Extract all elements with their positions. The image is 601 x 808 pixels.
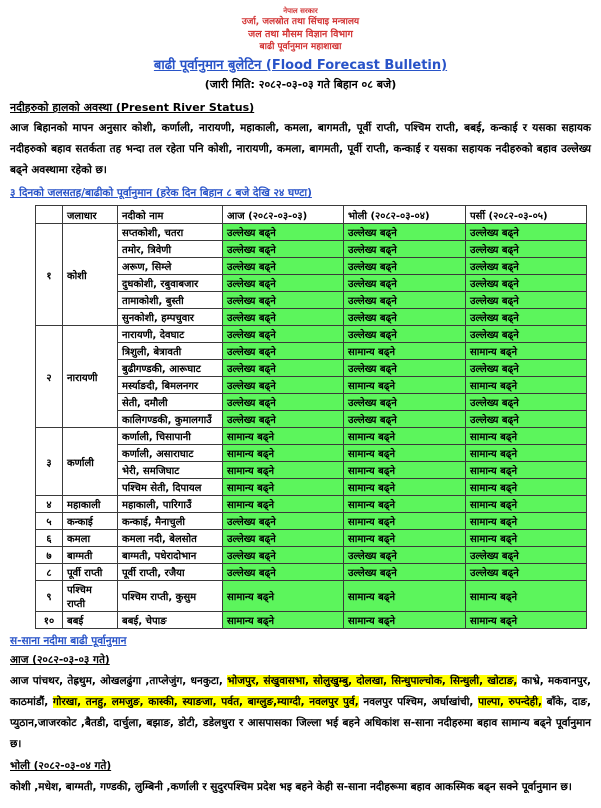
forecast-today-cell: उल्लेख्य बढ्ने <box>223 343 344 360</box>
forecast-tomorrow-cell: उल्लेख्य बढ्ने <box>344 394 466 411</box>
river-station-cell: बबई, चेपाङ <box>118 612 223 629</box>
river-station-cell: कर्णाली, चिसापानी <box>118 428 223 445</box>
basin-name-cell: बाग्मती <box>63 547 118 564</box>
forecast-today-cell: उल्लेख्य बढ्ने <box>223 530 344 547</box>
forecast-day-after-cell: उल्लेख्य बढ्ने <box>466 326 587 343</box>
forecast-today-cell: उल्लेख्य बढ्ने <box>223 258 344 275</box>
basin-serial-cell: ३ <box>36 428 63 496</box>
column-header-day-after: पर्सी (२०८२-०३-०५) <box>466 206 587 224</box>
river-station-cell: कर्णाली, असाराघाट <box>118 445 223 462</box>
forecast-today-cell: सामान्य बढ्ने <box>223 496 344 513</box>
river-station-cell: बाग्मती, पधेरादोभान <box>118 547 223 564</box>
forecast-tomorrow-cell: सामान्य बढ्ने <box>344 377 466 394</box>
forecast-today-cell: उल्लेख्य बढ्ने <box>223 513 344 530</box>
government-line: नेपाल सरकार <box>283 7 318 15</box>
basin-serial-cell: ७ <box>36 547 63 564</box>
district-list-text: नवलपुर पश्चिम, अर्घाखांची, <box>358 696 479 708</box>
district-list-highlighted: गोरखा, तनहु, लमजुङ, कास्की, स्याङजा, पर्वत, बाग्लुङ,म्याग्दी, नवलपुर पुर्व, <box>52 696 359 708</box>
forecast-tomorrow-cell: उल्लेख्य बढ्ने <box>344 275 466 292</box>
bulletin-title: बाढी पूर्वानुमान बुलेटिन (Flood Forecast Bulletin) <box>153 58 448 73</box>
issue-date-line: (जारी मिति: २०८२-०३-०३ गते बिहान ०८ बजे) <box>204 78 397 91</box>
forecast-table-heading: ३ दिनको जलसतह/बाढीको पूर्वानुमान (हरेक दिन बिहान ८ बजे देखि २४ घण्टा) <box>10 187 312 199</box>
forecast-day-after-cell: सामान्य बढ्ने <box>466 581 587 612</box>
forecast-tomorrow-cell: उल्लेख्य बढ्ने <box>344 547 466 564</box>
table-row <box>36 428 587 445</box>
forecast-table <box>35 205 587 629</box>
forecast-tomorrow-cell: सामान्य बढ्ने <box>344 530 466 547</box>
table-row <box>36 360 587 377</box>
river-station-cell: कमला नदी, बेलसोत <box>118 530 223 547</box>
forecast-today-cell: सामान्य बढ्ने <box>223 581 344 612</box>
forecast-day-after-cell: सामान्य बढ्ने <box>466 445 587 462</box>
forecast-tomorrow-cell: उल्लेख्य बढ्ने <box>344 564 466 581</box>
table-row <box>36 612 587 629</box>
basin-serial-cell: २ <box>36 326 63 428</box>
forecast-today-cell: उल्लेख्य बढ्ने <box>223 224 344 241</box>
table-row <box>36 479 587 496</box>
forecast-today-cell: सामान्य बढ्ने <box>223 612 344 629</box>
column-header-basin: जलाधार <box>63 206 118 224</box>
department-line: जल तथा मौसम विज्ञान विभाग <box>248 29 353 40</box>
river-station-cell: बुढीगण्डकी, आरूघाट <box>118 360 223 377</box>
forecast-day-after-cell: सामान्य बढ्ने <box>466 530 587 547</box>
basin-serial-cell: ८ <box>36 564 63 581</box>
basin-name-cell: कोशी <box>63 224 118 326</box>
forecast-day-after-cell: उल्लेख्य बढ्ने <box>466 411 587 428</box>
basin-serial-cell: ९ <box>36 581 63 612</box>
column-header-tomorrow: भोली (२०८२-०३-०४) <box>344 206 466 224</box>
forecast-tomorrow-cell: सामान्य बढ्ने <box>344 581 466 612</box>
forecast-tomorrow-cell: उल्लेख्य बढ्ने <box>344 309 466 326</box>
river-station-cell: सेती, दमौली <box>118 394 223 411</box>
forecast-day-after-cell: उल्लेख्य बढ्ने <box>466 292 587 309</box>
forecast-tomorrow-cell: सामान्य बढ्ने <box>344 479 466 496</box>
forecast-tomorrow-cell: सामान्य बढ्ने <box>344 445 466 462</box>
forecast-day-after-cell: उल्लेख्य बढ्ने <box>466 275 587 292</box>
column-header-river: नदीको नाम <box>118 206 223 224</box>
forecast-tomorrow-cell: सामान्य बढ्ने <box>344 462 466 479</box>
river-station-cell: भेरी, समजिघाट <box>118 462 223 479</box>
basin-name-cell: नारायणी <box>63 326 118 428</box>
column-header-today: आज (२०८२-०३-०३) <box>223 206 344 224</box>
district-list-text: बाँके, दाङ, प्युठान,जाजरकोट ,बैतडी, दार्चुला, बझाङ, डोटी, डडेलधुरा र आसपासका जिल्ला भई बहने अधिकांश स-साना नदीहरुमा बहाव सामान्य बढ्ने पूर्वानुमान छ। <box>10 696 591 750</box>
table-row <box>36 411 587 428</box>
forecast-table-body <box>36 224 587 629</box>
forecast-day-after-cell: उल्लेख्य बढ्ने <box>466 309 587 326</box>
forecast-today-cell: सामान्य बढ्ने <box>223 445 344 462</box>
forecast-day-after-cell: उल्लेख्य बढ्ने <box>466 394 587 411</box>
forecast-tomorrow-cell: सामान्य बढ्ने <box>344 496 466 513</box>
river-station-cell: दुधकोशी, रबुवाबजार <box>118 275 223 292</box>
forecast-tomorrow-cell: उल्लेख्य बढ्ने <box>344 411 466 428</box>
river-station-cell: सुनकोशी, हम्पचुवार <box>118 309 223 326</box>
present-status-heading: नदीहरुको हालको अवस्था (Present River Status) <box>10 101 255 114</box>
column-header-sn <box>36 206 63 224</box>
basin-name-cell: कर्णाली <box>63 428 118 496</box>
table-row <box>36 292 587 309</box>
forecast-day-after-cell: सामान्य बढ्ने <box>466 612 587 629</box>
basin-serial-cell: ५ <box>36 513 63 530</box>
river-station-cell: पश्चिम सेती, दिपायल <box>118 479 223 496</box>
small-rivers-tomorrow-paragraph: कोशी ,मधेश, बाग्मती, गण्डकी, लुम्बिनी ,कर्णाली र सुदुरपश्चिम प्रदेश भइ बहने केही स-साना नदीहरूमा बहाव आकस्मिक बढ्न सक्ने पूर्वानुमान छ। <box>10 781 572 793</box>
river-station-cell: कालिगण्डकी, कुमालगाउँ <box>118 411 223 428</box>
forecast-today-cell: उल्लेख्य बढ्ने <box>223 360 344 377</box>
basin-serial-cell: १ <box>36 224 63 326</box>
forecast-day-after-cell: सामान्य बढ्ने <box>466 479 587 496</box>
table-row <box>36 343 587 360</box>
letterhead <box>10 7 591 92</box>
table-row <box>36 241 587 258</box>
forecast-day-after-cell: उल्लेख्य बढ्ने <box>466 547 587 564</box>
district-list-highlighted: भोजपुर, संखुवासभा, सोलुखुम्बु, दोलखा, सिन्धुपाल्चोक, सिन्धुली, खोटाङ, <box>227 675 518 687</box>
forecast-day-after-cell: उल्लेख्य बढ्ने <box>466 224 587 241</box>
river-station-cell: अरूण, सिम्ले <box>118 258 223 275</box>
forecast-tomorrow-cell: सामान्य बढ्ने <box>344 612 466 629</box>
forecast-day-after-cell: उल्लेख्य बढ्ने <box>466 258 587 275</box>
forecast-today-cell: सामान्य बढ्ने <box>223 428 344 445</box>
forecast-day-after-cell: सामान्य बढ्ने <box>466 377 587 394</box>
basin-name-cell: पश्चिम राप्ती <box>63 581 118 612</box>
basin-serial-cell: ६ <box>36 530 63 547</box>
table-row <box>36 564 587 581</box>
ministry-line: उर्जा, जलस्रोत तथा सिंचाइ मन्त्रालय <box>241 17 360 27</box>
basin-name-cell: महाकाली <box>63 496 118 513</box>
river-station-cell: पूर्वी राप्ती, रजैया <box>118 564 223 581</box>
forecast-day-after-cell: सामान्य बढ्ने <box>466 343 587 360</box>
forecast-tomorrow-cell: सामान्य बढ्ने <box>344 428 466 445</box>
forecast-tomorrow-cell: उल्लेख्य बढ्ने <box>344 224 466 241</box>
district-list-highlighted: पाल्पा, रुपन्देही, <box>478 696 542 708</box>
forecast-day-after-cell: सामान्य बढ्ने <box>466 428 587 445</box>
forecast-tomorrow-cell: सामान्य बढ्ने <box>344 513 466 530</box>
forecast-today-cell: उल्लेख्य बढ्ने <box>223 326 344 343</box>
forecast-tomorrow-cell: उल्लेख्य बढ्ने <box>344 326 466 343</box>
forecast-day-after-cell: सामान्य बढ्ने <box>466 496 587 513</box>
forecast-tomorrow-cell: सामान्य बढ्ने <box>344 343 466 360</box>
table-row <box>36 530 587 547</box>
forecast-today-cell: उल्लेख्य बढ्ने <box>223 292 344 309</box>
table-header-row <box>36 206 587 224</box>
basin-name-cell: कन्काई <box>63 513 118 530</box>
forecast-tomorrow-cell: उल्लेख्य बढ्ने <box>344 241 466 258</box>
table-row <box>36 377 587 394</box>
table-row <box>36 326 587 343</box>
small-rivers-today-subheading: आज (२०८२-०३-०३ गते) <box>10 654 110 666</box>
forecast-today-cell: उल्लेख्य बढ्ने <box>223 547 344 564</box>
table-row <box>36 445 587 462</box>
forecast-today-cell: उल्लेख्य बढ्ने <box>223 241 344 258</box>
forecast-today-cell: उल्लेख्य बढ्ने <box>223 394 344 411</box>
forecast-tomorrow-cell: उल्लेख्य बढ्ने <box>344 360 466 377</box>
table-row <box>36 581 587 612</box>
table-row <box>36 309 587 326</box>
forecast-day-after-cell: उल्लेख्य बढ्ने <box>466 360 587 377</box>
table-row <box>36 513 587 530</box>
table-row <box>36 462 587 479</box>
table-row <box>36 224 587 241</box>
present-status-paragraph: आज बिहानको मापन अनुसार कोशी, कर्णाली, नारायणी, महाकाली, कमला, बागमती, पूर्वी राप्ती, पश्चिम राप्ती, बबई, कन्काई र यसका सहायक नदीहरुको बहाव सतर्कता तह भन्दा तल रहेता पनि कोशी, नारायणी, कमला, बागमती, पूर्वी राप्ती, कन्काई र यसका सहायक नदीहरुको बहाव उल्लेख्य बढ्ने अवस्थामा रहेको छ। <box>10 122 591 176</box>
river-station-cell: मर्स्याङदी, बिमलनगर <box>118 377 223 394</box>
forecast-tomorrow-cell: उल्लेख्य बढ्ने <box>344 258 466 275</box>
river-station-cell: पश्चिम राप्ती, कुसुम <box>118 581 223 612</box>
table-row <box>36 275 587 292</box>
division-line: बाढी पूर्वानुमान महाशाखा <box>259 42 342 52</box>
forecast-today-cell: उल्लेख्य बढ्ने <box>223 564 344 581</box>
basin-name-cell: कमला <box>63 530 118 547</box>
table-row <box>36 258 587 275</box>
small-rivers-heading: स-साना नदीमा बाढी पूर्वानुमान <box>10 635 127 647</box>
forecast-today-cell: सामान्य बढ्ने <box>223 479 344 496</box>
forecast-today-cell: सामान्य बढ्ने <box>223 462 344 479</box>
forecast-today-cell: उल्लेख्य बढ्ने <box>223 411 344 428</box>
table-row <box>36 496 587 513</box>
river-station-cell: तामाकोशी, बुस्ती <box>118 292 223 309</box>
forecast-today-cell: उल्लेख्य बढ्ने <box>223 377 344 394</box>
river-station-cell: महाकाली, पारिगाउँ <box>118 496 223 513</box>
basin-name-cell: पूर्वी राप्ती <box>63 564 118 581</box>
table-row <box>36 547 587 564</box>
river-station-cell: नारायणी, देवघाट <box>118 326 223 343</box>
forecast-day-after-cell: सामान्य बढ्ने <box>466 513 587 530</box>
forecast-today-cell: उल्लेख्य बढ्ने <box>223 275 344 292</box>
river-station-cell: सप्तकोशी, चतरा <box>118 224 223 241</box>
river-station-cell: त्रिशुली, बेत्रावती <box>118 343 223 360</box>
table-row <box>36 394 587 411</box>
forecast-day-after-cell: उल्लेख्य बढ्ने <box>466 241 587 258</box>
forecast-day-after-cell: सामान्य बढ्ने <box>466 462 587 479</box>
forecast-day-after-cell: उल्लेख्य बढ्ने <box>466 564 587 581</box>
basin-serial-cell: १० <box>36 612 63 629</box>
river-station-cell: कन्काई, मैनाचुली <box>118 513 223 530</box>
small-rivers-tomorrow-subheading: भोली (२०८२-०३-०४ गते) <box>10 760 112 772</box>
forecast-today-cell: उल्लेख्य बढ्ने <box>223 309 344 326</box>
district-list-text: आज पांचथर, तेह्रथुम, ओखलढुंगा ,ताप्लेजुंग, धनकुटा, <box>10 675 228 687</box>
district-list-text: काभ्रे, मकवानपुर, काठमांडौं, <box>10 675 591 708</box>
forecast-tomorrow-cell: उल्लेख्य बढ्ने <box>344 292 466 309</box>
small-rivers-today-paragraph <box>10 671 591 755</box>
basin-serial-cell: ४ <box>36 496 63 513</box>
basin-name-cell: बबई <box>63 612 118 629</box>
river-station-cell: तमोर, त्रिवेणी <box>118 241 223 258</box>
